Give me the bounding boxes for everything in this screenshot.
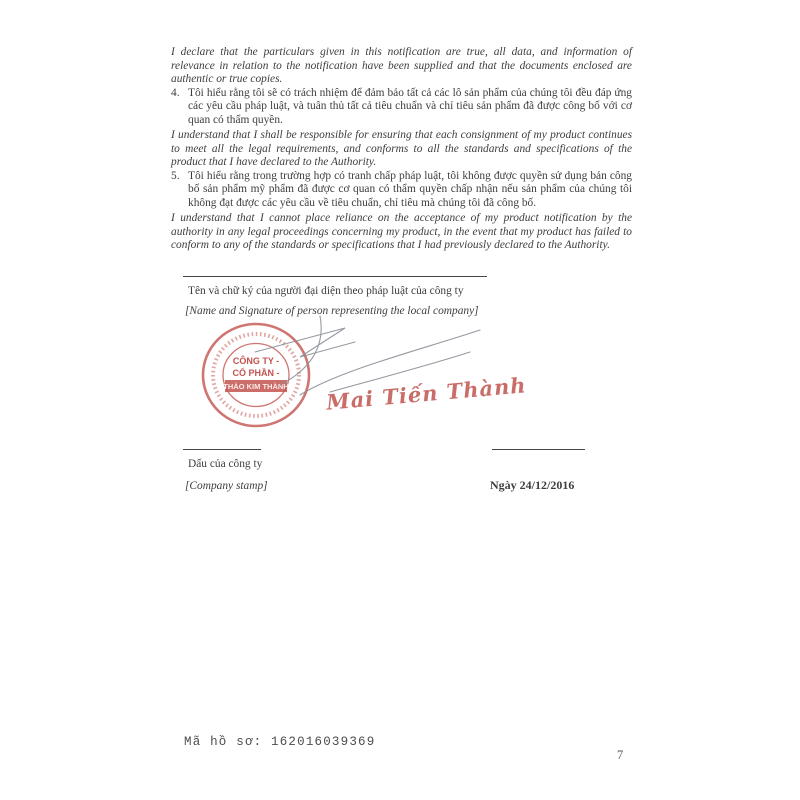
date-text: Ngày 24/12/2016 bbox=[490, 478, 575, 492]
numbered-item-5 bbox=[171, 170, 632, 211]
stamp-underline bbox=[183, 449, 261, 450]
signature-label-english: [Name and Signature of person representing the local company] bbox=[185, 305, 479, 317]
stamp-text-line3: THẢO KIM THÀNH bbox=[223, 382, 289, 391]
signature-separator-line bbox=[183, 276, 487, 277]
item-number: 5. bbox=[171, 169, 180, 182]
item-5-translation: I understand that I cannot place reliance on the acceptance of my product notification by the authority in any legal proceedings concerning my product, in the event that my product has failed to conform to any of the standards or specifications that I had previously declared to the Authority. bbox=[171, 212, 632, 251]
document-body bbox=[171, 46, 632, 253]
company-stamp-label-vietnamese: Dấu của công ty bbox=[188, 458, 263, 470]
item-text-vietnamese: Tôi hiểu rằng trong trường hợp có tranh chấp pháp luật, tôi không được quyền sử dụng bản công bố sản phẩm mỹ phẩm đã được cơ quan có thẩm quyền chấp nhận nếu sản phẩm của chúng tôi không đạt được các yêu cầu về tiêu chuẩn, chỉ tiêu mà chúng tôi đã công bố. bbox=[188, 169, 632, 209]
stamp-text-line1: CÔNG TY - bbox=[232, 356, 280, 366]
stamp-text-line2: CỔ PHẦN - bbox=[232, 368, 280, 378]
declaration-paragraph: I declare that the particulars given in this notification are true, all data, and information of relevance in relation to the notification have been supplied and that the documents enclosed are authentic or true copies. bbox=[171, 46, 632, 85]
item-text-vietnamese: Tôi hiểu rằng tôi sẽ có trách nhiệm để đảm bảo tất cả các lô sản phẩm của chúng tôi đều đáp ứng các yêu cầu pháp luật, và tuân thủ tất cả tiêu chuẩn và chỉ tiêu sản phẩm đã được công bố với cơ quan có thẩm quyền. bbox=[188, 86, 632, 126]
signature-name: Mai Tiến Thành bbox=[325, 372, 528, 415]
company-stamp-label-english: [Company stamp] bbox=[185, 480, 268, 492]
signature-label-vietnamese: Tên và chữ ký của người đại diện theo pháp luật của công ty bbox=[188, 285, 464, 297]
file-code: Mã hồ sơ: 162016039369 bbox=[184, 735, 376, 749]
date-underline bbox=[492, 449, 585, 450]
item-number: 4. bbox=[171, 86, 180, 99]
item-4-translation: I understand that I shall be responsible for ensuring that each consignment of my product continues to meet all the legal requirements, and conforms to all the standards and specifications of the product that I have declared to the Authority. bbox=[171, 129, 632, 168]
numbered-item-4 bbox=[171, 87, 632, 128]
page-number: 7 bbox=[617, 748, 624, 762]
